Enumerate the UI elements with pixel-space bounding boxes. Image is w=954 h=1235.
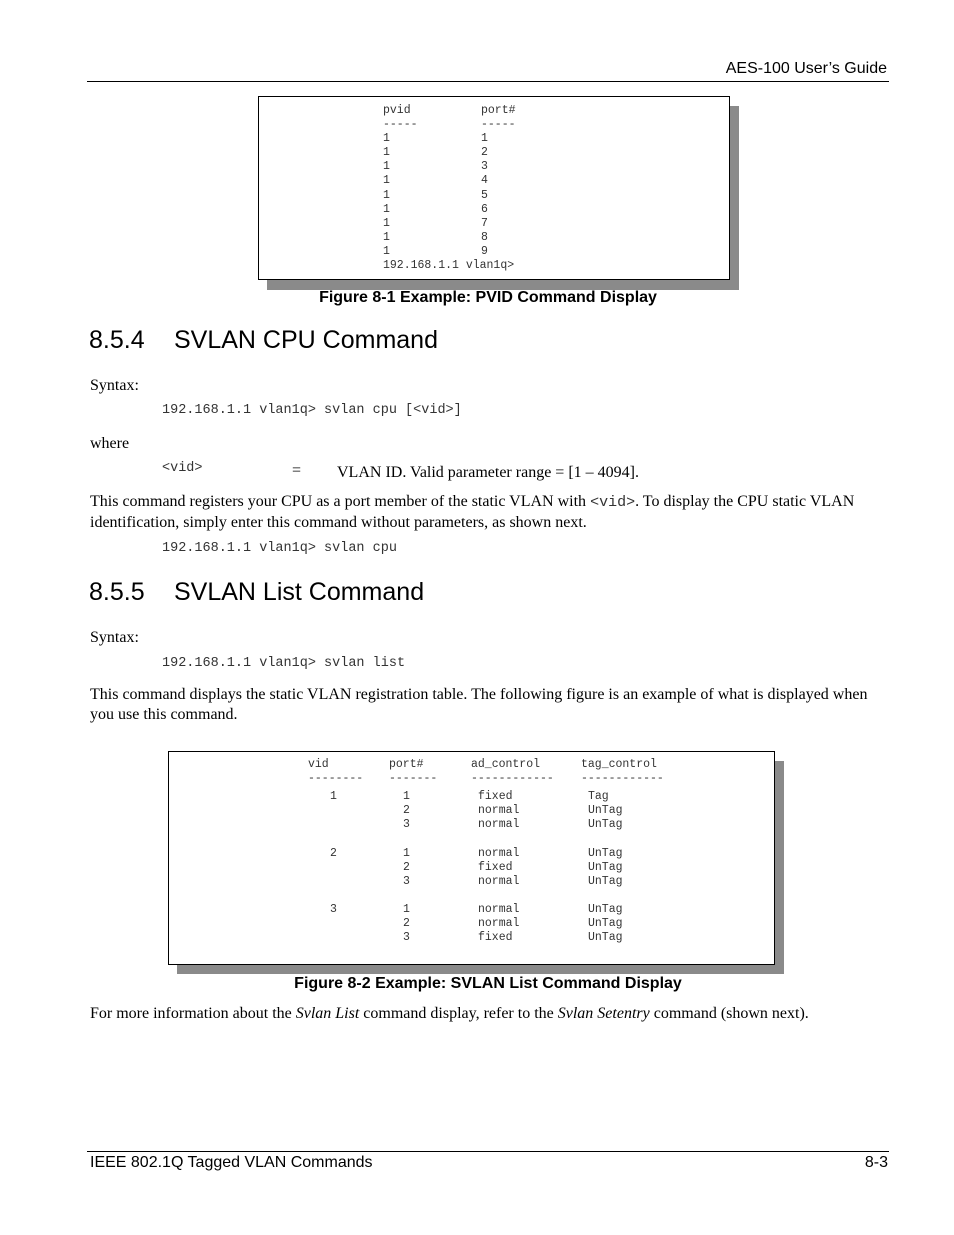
pvid-value: 1 — [383, 174, 390, 188]
svlan-row — [308, 875, 681, 889]
list-paragraph: This command displays the static VLAN registration table. The following figure is an example of what is displayed when you use this command. — [90, 686, 868, 723]
svlan-row — [308, 861, 681, 875]
divider: ------- — [389, 772, 438, 786]
pvid-header-row — [383, 104, 561, 118]
pvid-row — [383, 189, 561, 203]
figure1-box — [258, 96, 730, 280]
column-header: vid — [308, 758, 329, 771]
port-value: 2 — [403, 804, 410, 818]
tag-control-value: UnTag — [588, 860, 623, 874]
svlan-row — [308, 818, 681, 832]
ad-control-value: normal — [478, 902, 520, 916]
column-header: port# — [389, 758, 424, 771]
figure2-caption: Figure 8-2 Example: SVLAN List Command Display — [294, 975, 682, 992]
pvid-value: 1 — [383, 216, 390, 230]
pvid-row — [383, 231, 561, 245]
port-value: 2 — [403, 917, 410, 931]
divider: ------------ — [581, 772, 664, 786]
svlan-header-row — [308, 758, 681, 772]
ad-control-value: normal — [478, 818, 520, 832]
port-value: 4 — [481, 174, 488, 188]
divider: ----- — [481, 118, 516, 132]
example-code: 192.168.1.1 vlan1q> svlan cpu — [162, 541, 397, 556]
pvid-divider-row — [383, 118, 561, 132]
footer-chapter-title: IEEE 802.1Q Tagged VLAN Commands — [90, 1154, 373, 1171]
pvid-value: 1 — [383, 202, 390, 216]
port-value: 1 — [403, 846, 410, 860]
pvid-row — [383, 203, 561, 217]
port-value: 8 — [481, 230, 488, 244]
divider: ------------ — [471, 772, 554, 786]
param-name: <vid> — [162, 461, 203, 476]
pvid-header: pvid — [383, 104, 411, 117]
spacer — [308, 832, 681, 846]
column-header: ad_control — [471, 758, 541, 771]
vid-value: 2 — [330, 846, 337, 860]
pvid-table — [383, 104, 561, 273]
port-value: 1 — [403, 902, 410, 916]
syntax-code: 192.168.1.1 vlan1q> svlan cpu [<vid>] — [162, 403, 462, 418]
section-heading-svlan-cpu — [89, 326, 438, 355]
ad-control-value: fixed — [478, 790, 513, 804]
svlan-row — [308, 931, 681, 945]
svlan-row — [308, 804, 681, 818]
port-value: 3 — [403, 931, 410, 945]
where-label: where — [90, 435, 130, 452]
cpu-paragraph-code: <vid> — [590, 494, 636, 511]
pvid-value: 1 — [383, 132, 390, 146]
svlan-row — [308, 790, 681, 804]
spacer — [308, 889, 681, 903]
header-rule — [87, 81, 889, 82]
tag-control-value: UnTag — [588, 902, 623, 916]
port-value: 3 — [403, 874, 410, 888]
ad-control-value: fixed — [478, 931, 513, 945]
tag-control-value: UnTag — [588, 846, 623, 860]
port-value: 2 — [403, 860, 410, 874]
svlan-divider-row — [308, 772, 681, 786]
port-value: 3 — [481, 160, 488, 174]
param-description: VLAN ID. Valid parameter range = [1 – 4094]. — [337, 464, 639, 481]
pvid-row — [383, 245, 561, 259]
ad-control-value: normal — [478, 846, 520, 860]
syntax-label: Syntax: — [90, 377, 139, 394]
port-value: 2 — [481, 146, 488, 160]
port-value: 3 — [403, 818, 410, 832]
tag-control-value: UnTag — [588, 874, 623, 888]
tag-control-value: Tag — [588, 790, 609, 804]
closing-italic-1: Svlan List — [295, 1005, 360, 1022]
pvid-row — [383, 160, 561, 174]
closing-paragraph — [90, 1004, 890, 1024]
tag-control-value: UnTag — [588, 931, 623, 945]
port-value: 1 — [403, 790, 410, 804]
figure2-box — [168, 751, 775, 965]
pvid-value: 1 — [383, 244, 390, 258]
divider: -------- — [308, 772, 364, 786]
vid-value: 1 — [330, 790, 337, 804]
pvid-row — [383, 132, 561, 146]
port-value: 7 — [481, 216, 488, 230]
pvid-value: 1 — [383, 230, 390, 244]
port-header: port# — [481, 104, 516, 117]
syntax-label: Syntax: — [90, 629, 139, 646]
running-header-title: AES-100 User’s Guide — [725, 60, 887, 77]
param-equals: = — [292, 462, 302, 479]
port-value: 1 — [481, 132, 488, 146]
tag-control-value: UnTag — [588, 804, 623, 818]
closing-text-3: command (shown next). — [649, 1005, 809, 1022]
port-value: 9 — [481, 244, 488, 258]
pvid-value: 1 — [383, 160, 390, 174]
pvid-row — [383, 146, 561, 160]
cpu-paragraph — [90, 492, 890, 533]
svlan-row — [308, 917, 681, 931]
section-title: SVLAN CPU Command — [174, 326, 438, 354]
section-number: 8.5.4 — [89, 326, 145, 354]
tag-control-value: UnTag — [588, 917, 623, 931]
svlan-row — [308, 903, 681, 917]
ad-control-value: fixed — [478, 860, 513, 874]
pvid-value: 1 — [383, 146, 390, 160]
svlan-row — [308, 847, 681, 861]
port-value: 5 — [481, 188, 488, 202]
section-heading-svlan-list — [89, 578, 424, 607]
footer-page-number: 8-3 — [864, 1154, 888, 1171]
closing-text-1: For more information about the — [90, 1005, 296, 1022]
pvid-row — [383, 217, 561, 231]
cli-prompt: 192.168.1.1 vlan1q> — [383, 259, 515, 273]
ad-control-value: normal — [478, 804, 520, 818]
tag-control-value: UnTag — [588, 818, 623, 832]
divider: ----- — [383, 118, 418, 132]
column-header: tag_control — [581, 758, 657, 771]
port-value: 6 — [481, 202, 488, 216]
pvid-value: 1 — [383, 188, 390, 202]
cpu-paragraph-text-1: This command registers your CPU as a port member of the static VLAN with — [90, 493, 591, 510]
section-number: 8.5.5 — [89, 578, 145, 606]
pvid-row — [383, 174, 561, 188]
section-title: SVLAN List Command — [174, 578, 425, 606]
footer-rule — [87, 1151, 889, 1152]
closing-italic-2: Svlan Setentry — [557, 1005, 650, 1022]
closing-text-2: command display, refer to the — [359, 1005, 558, 1022]
ad-control-value: normal — [478, 917, 520, 931]
svlan-table — [308, 758, 681, 945]
syntax-code: 192.168.1.1 vlan1q> svlan list — [162, 656, 406, 671]
ad-control-value: normal — [478, 874, 520, 888]
vid-value: 3 — [330, 902, 337, 916]
figure1-caption: Figure 8-1 Example: PVID Command Display — [319, 289, 657, 306]
cpu-paragraph-text-2: . To display the CPU static VLAN identification, simply enter this command without parameters, as shown next. — [90, 493, 855, 531]
